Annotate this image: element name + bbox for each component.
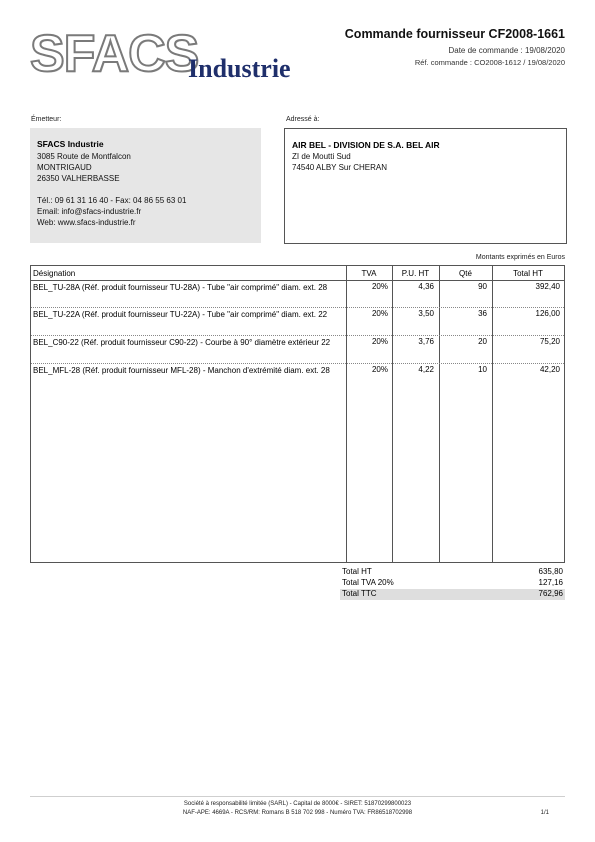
sender-address-line: 3085 Route de Montfalcon xyxy=(37,152,131,161)
row-total: 75,20 xyxy=(539,337,560,346)
row-total: 392,40 xyxy=(535,282,560,291)
row-designation: BEL_TU-22A (Réf. produit fournisseur TU-22A) - Tube "air comprimé" diam. ext. 22 xyxy=(33,310,328,319)
sender-website: Web: www.sfacs-industrie.fr xyxy=(37,218,136,227)
row-total: 126,00 xyxy=(535,309,560,318)
total-ttc-value: 762,96 xyxy=(538,589,563,598)
row-designation: BEL_TU-28A (Réf. produit fournisseur TU-28A) - Tube "air comprimé" diam. ext. 28 xyxy=(33,283,328,292)
row-designation: BEL_C90-22 (Réf. produit fournisseur C90-22) - Courbe à 90° diamètre extérieur 22 xyxy=(33,338,331,347)
footer-legal-line: Société à responsabilité limitée (SARL) - Capital de 8000€ - SIRET: 51870299800023 xyxy=(183,801,412,807)
header-divider xyxy=(31,280,564,281)
recipient-name: AIR BEL - DIVISION DE S.A. BEL AIR xyxy=(292,140,440,150)
sender-box xyxy=(30,128,261,243)
footer-registration-line: NAF-APE: 4669A - RCS/RM: Romans B 518 702 998 - Numéro TVA: FR86518702998 xyxy=(182,810,413,816)
header-unit-price: P.U. HT xyxy=(401,269,430,278)
row-separator xyxy=(31,363,564,364)
page-number: 1/1 xyxy=(540,810,549,816)
row-unit-price: 4,36 xyxy=(418,282,434,291)
logo-mark-text: SFACS xyxy=(30,25,199,83)
order-reference: Réf. commande : CO2008-1612 / 19/08/2020 xyxy=(414,58,565,67)
row-quantity: 36 xyxy=(478,309,487,318)
sender-phone-fax: Tél.: 09 61 31 16 40 - Fax: 04 86 55 63 01 xyxy=(37,196,187,205)
row-tva: 20% xyxy=(371,282,388,291)
row-separator xyxy=(31,307,564,308)
header-quantity: Qté xyxy=(459,269,472,278)
row-quantity: 20 xyxy=(478,337,487,346)
totals-block xyxy=(340,567,565,600)
sender-city: MONTRIGAUD xyxy=(37,163,92,172)
sender-postcode-city: 26350 VALHERBASSE xyxy=(37,174,120,183)
total-ht-row xyxy=(340,567,565,578)
row-designation: BEL_MFL-28 (Réf. produit fournisseur MFL-28) - Manchon d'extrémité diam. ext. 28 xyxy=(33,366,330,375)
row-unit-price: 3,76 xyxy=(418,337,434,346)
row-tva: 20% xyxy=(371,337,388,346)
sender-label: Émetteur: xyxy=(31,116,62,123)
row-tva: 20% xyxy=(371,365,388,374)
row-unit-price: 3,50 xyxy=(418,309,434,318)
total-ht-value: 635,80 xyxy=(538,567,563,576)
items-table xyxy=(30,265,565,563)
company-logo xyxy=(30,25,315,85)
row-quantity: 10 xyxy=(478,365,487,374)
row-total: 42,20 xyxy=(539,365,560,374)
header-tva: TVA xyxy=(361,269,377,278)
total-tva-value: 127,16 xyxy=(538,578,563,587)
header-designation: Désignation xyxy=(33,269,76,278)
total-tva-row xyxy=(340,578,565,589)
sender-name: SFACS Industrie xyxy=(37,139,104,149)
total-tva-label: Total TVA 20% xyxy=(342,578,394,587)
row-tva: 20% xyxy=(371,309,388,318)
sender-email: Email: info@sfacs-industrie.fr xyxy=(37,207,142,216)
recipient-address-line: ZI de Moutti Sud xyxy=(292,152,351,161)
row-separator xyxy=(31,335,564,336)
currency-note: Montants exprimés en Euros xyxy=(475,254,565,261)
row-quantity: 90 xyxy=(478,282,487,291)
order-date: Date de commande : 19/08/2020 xyxy=(448,46,565,55)
logo-subtitle-text: Industrie xyxy=(188,54,291,83)
total-ttc-row xyxy=(340,589,565,600)
footer-divider xyxy=(30,796,565,797)
header-total: Total HT xyxy=(513,269,543,278)
recipient-label: Adressé à: xyxy=(286,116,320,123)
total-ttc-label: Total TTC xyxy=(342,589,377,598)
total-ht-label: Total HT xyxy=(342,567,372,576)
row-unit-price: 4,22 xyxy=(418,365,434,374)
document-title: Commande fournisseur CF2008-1661 xyxy=(344,27,565,41)
recipient-postcode-city: 74540 ALBY Sur CHERAN xyxy=(292,163,388,172)
recipient-box xyxy=(284,128,567,244)
